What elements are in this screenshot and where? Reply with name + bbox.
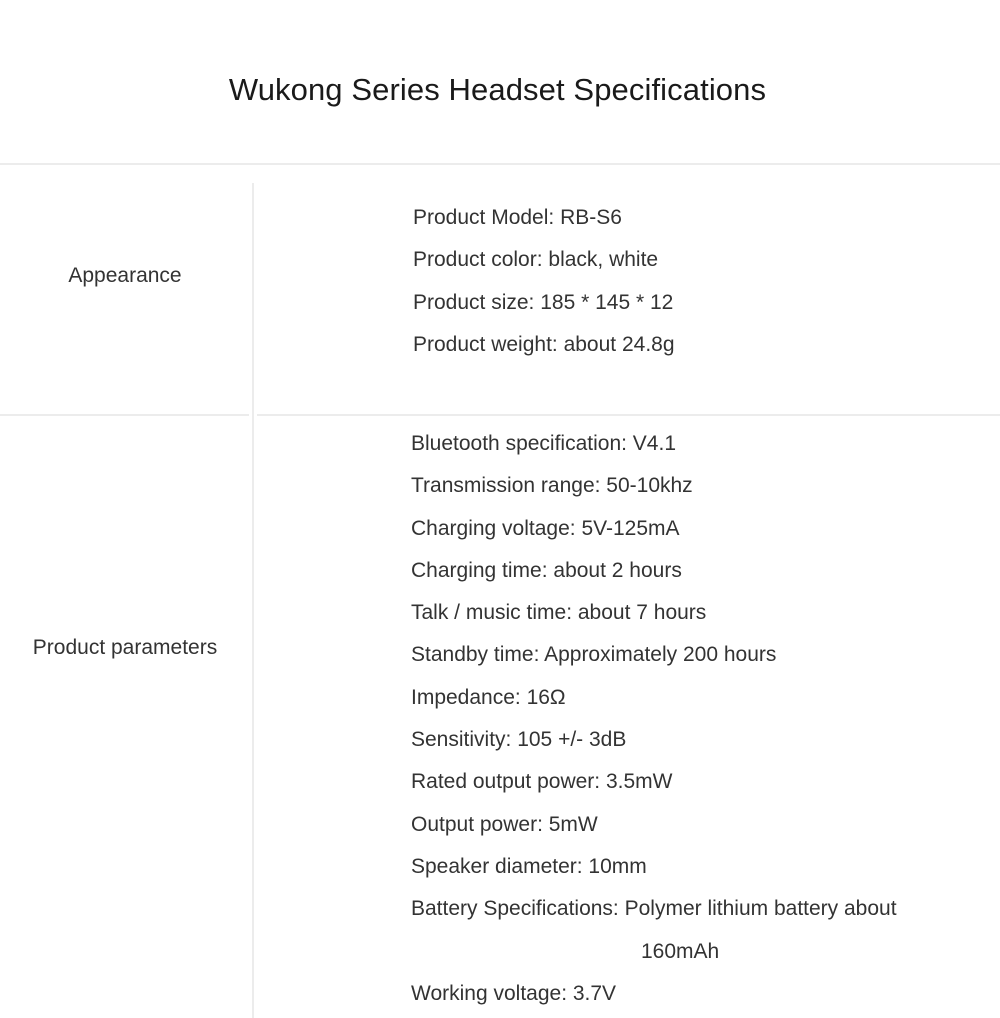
spec-item: Charging voltage: 5V-125mA [411, 516, 680, 540]
spec-item: Talk / music time: about 7 hours [411, 601, 707, 625]
spec-item: Battery Specifications: Polymer lithium battery about [411, 897, 897, 921]
section-label-appearance: Appearance [68, 264, 182, 287]
spec-item: Product color: black, white [413, 248, 659, 272]
section-label-product-parameters: Product parameters [32, 636, 218, 659]
parameters-spec-list [411, 423, 897, 1015]
spec-item: Product weight: about 24.8g [413, 332, 675, 356]
spec-item: Sensitivity: 105 +/- 3dB [411, 728, 627, 752]
appearance-spec-list [413, 197, 675, 366]
spec-item: Rated output power: 3.5mW [411, 770, 673, 794]
row-divider-right [257, 414, 1000, 416]
page-title: Wukong Series Headset Specifications [228, 72, 767, 107]
spec-item: Bluetooth specification: V4.1 [411, 432, 677, 455]
spec-item: Product size: 185 * 145 * 12 [413, 290, 674, 314]
spec-item: Impedance: 16Ω [411, 685, 566, 709]
spec-item: Transmission range: 50-10khz [411, 474, 693, 498]
spec-item: Product Model: RB-S6 [413, 206, 622, 229]
spec-item: Speaker diameter: 10mm [411, 854, 647, 878]
spec-item: Output power: 5mW [411, 812, 598, 836]
spec-item: Working voltage: 3.7V [411, 981, 617, 1005]
spec-item-continuation: 160mAh [641, 939, 720, 963]
spec-item: Standby time: Approximately 200 hours [411, 643, 777, 667]
spec-item: Charging time: about 2 hours [411, 558, 682, 582]
table-top-divider [0, 163, 1000, 165]
column-divider [252, 183, 254, 1018]
row-divider-left [0, 414, 249, 416]
